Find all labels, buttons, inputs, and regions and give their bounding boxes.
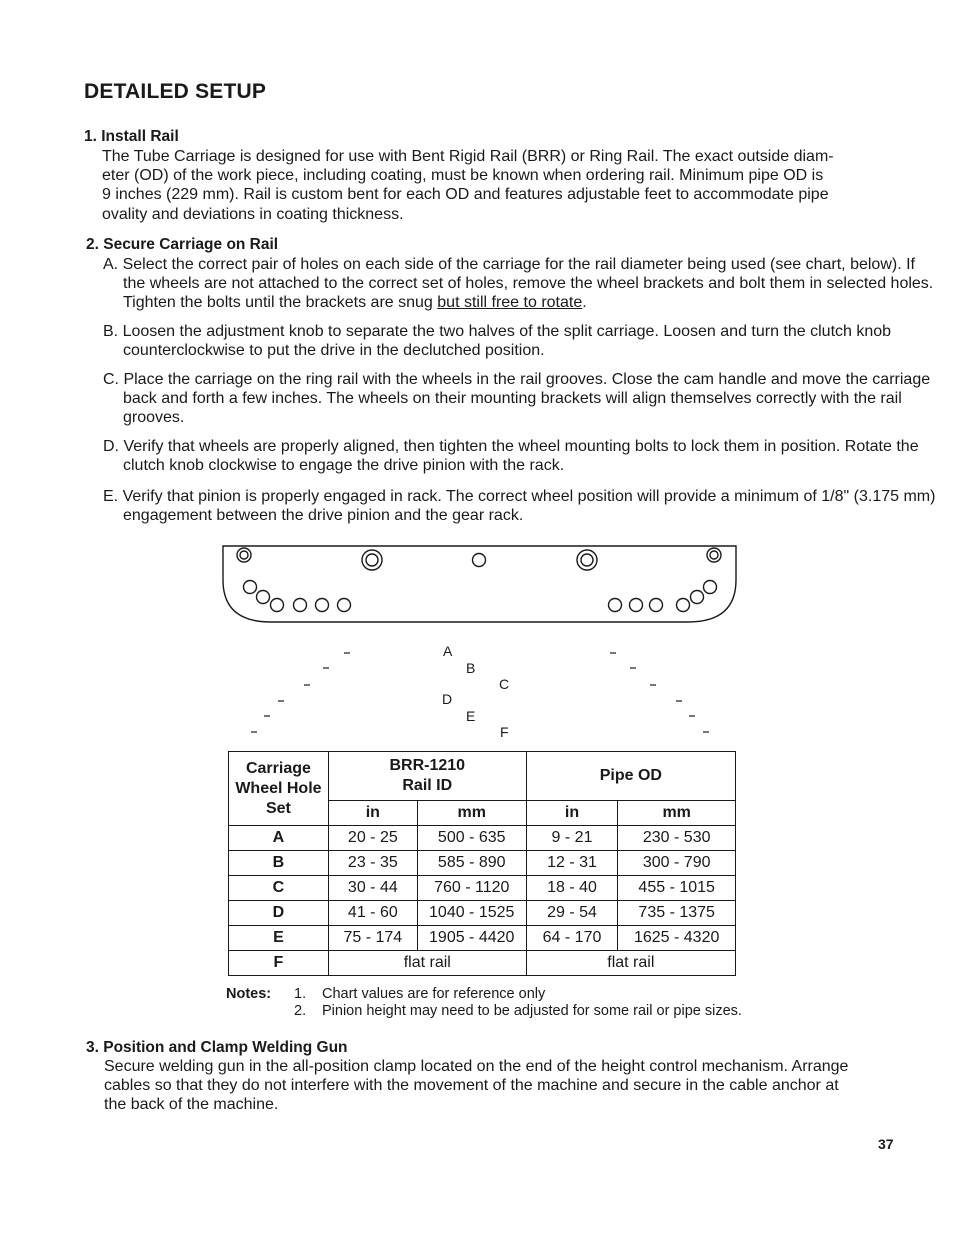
table-row: [229, 901, 736, 926]
table-row: [229, 826, 736, 851]
center-hole: [473, 554, 486, 567]
table-row: [229, 926, 736, 951]
wheel-hole: [294, 599, 307, 612]
section-1-heading: 1. Install Rail: [84, 128, 179, 145]
hole-set-cell: D: [229, 901, 329, 926]
step-e: E. Verify that pinion is properly engaged in rack. The correct wheel position will provide a minimum of 1/8" (3.175 mm) engagement between the drive pinion and the gear rack.: [103, 488, 936, 525]
table-cell: 1625 - 4320: [618, 926, 736, 951]
wheel-hole: [244, 581, 257, 594]
page-title: DETAILED SETUP: [84, 80, 267, 103]
section-3-line: cables so that they do not interfere with the movement of the machine and secure in the cable anchor at: [104, 1077, 839, 1095]
wheel-hole: [271, 599, 284, 612]
corner-hole-left: [237, 548, 251, 562]
hole-set-cell: B: [229, 851, 329, 876]
wheel-hole: [630, 599, 643, 612]
header-rail-id: BRR-1210 Rail ID: [328, 752, 526, 801]
table-cell: 585 - 890: [417, 851, 526, 876]
wheel-hole: [704, 581, 717, 594]
subheader-rail-mm: mm: [417, 801, 526, 826]
section-3-line: Secure welding gun in the all-position clamp located on the end of the height control mechanism. Arrange: [104, 1058, 849, 1075]
section-1-line: eter (OD) of the work piece, including coating, must be known when ordering rail. Minimum pipe OD is: [102, 167, 824, 185]
section-2-heading: 2. Secure Carriage on Rail: [86, 236, 279, 253]
corner-hole-right: [707, 548, 721, 562]
step-a-underlined: but still free to rotate: [437, 294, 583, 312]
table-cell: 300 - 790: [618, 851, 736, 876]
table-cell: 75 - 174: [328, 926, 417, 951]
hole-label-e: E: [466, 708, 476, 724]
wheel-hole: [650, 599, 663, 612]
wheel-hole: [257, 591, 270, 604]
table-cell: 1040 - 1525: [417, 901, 526, 926]
table-row: [229, 851, 736, 876]
table-header-row: [229, 752, 736, 801]
hole-set-cell: F: [229, 951, 329, 976]
subheader-pipe-mm: mm: [618, 801, 736, 826]
wheel-hole: [677, 599, 690, 612]
bolt-hole-right: [577, 550, 597, 570]
hole-label-d: D: [442, 691, 453, 707]
carriage-hole-diagram: [0, 530, 954, 745]
table-cell: 41 - 60: [328, 901, 417, 926]
section-1-line: The Tube Carriage is designed for use with Bent Rigid Rail (BRR) or Ring Rail. The exact outside diam-: [102, 148, 834, 165]
hole-set-table: [228, 751, 736, 976]
section-3-line: the back of the machine.: [104, 1096, 279, 1114]
note-2-number: 2.: [294, 1003, 307, 1019]
table-cell: 455 - 1015: [618, 876, 736, 901]
bolt-hole-left: [362, 550, 382, 570]
table-cell: 760 - 1120: [417, 876, 526, 901]
note-2: Pinion height may need to be adjusted for some rail or pipe sizes.: [322, 1003, 742, 1019]
step-b: B. Loosen the adjustment knob to separate the two halves of the split carriage. Loosen and turn the clutch knob counterclockwise to put the drive in the declutched position.: [103, 323, 892, 360]
table-cell: 500 - 635: [417, 826, 526, 851]
table-cell: 18 - 40: [526, 876, 618, 901]
table-cell: flat rail: [328, 951, 526, 976]
subheader-pipe-in: in: [526, 801, 618, 826]
table-cell: flat rail: [526, 951, 735, 976]
hole-set-cell: C: [229, 876, 329, 901]
page-number: 37: [878, 1136, 894, 1152]
table-row: [229, 951, 736, 976]
notes-label: Notes:: [226, 986, 272, 1002]
hole-label-c: C: [499, 676, 510, 692]
table-cell: 12 - 31: [526, 851, 618, 876]
table-cell: 29 - 54: [526, 901, 618, 926]
step-a-end: .: [582, 294, 587, 312]
wheel-hole: [691, 591, 704, 604]
step-a: [103, 255, 938, 313]
section-1-line: ovality and deviations in coating thickness.: [102, 205, 404, 223]
step-c: C. Place the carriage on the ring rail with the wheels in the rail grooves. Close the cam handle and move the carriage back and forth a few inches. The wheels on their mounting brackets will align themselves correctly with the rail grooves.: [103, 371, 931, 427]
table-cell: 30 - 44: [328, 876, 417, 901]
carriage-plate-drawing: [0, 530, 954, 745]
table-cell: 230 - 530: [618, 826, 736, 851]
table-cell: 20 - 25: [328, 826, 417, 851]
hole-label-b: B: [466, 660, 476, 676]
hole-label-a: A: [443, 643, 453, 659]
wheel-hole: [609, 599, 622, 612]
header-pipe-od: Pipe OD: [526, 752, 735, 801]
wheel-hole: [338, 599, 351, 612]
wheel-hole: [316, 599, 329, 612]
note-1-number: 1.: [294, 986, 307, 1002]
step-a-text: A. Select the correct pair of holes on each side of the carriage for the rail diameter being used (see chart, below). If the wheels are not attached to the correct set of holes, remove the wheel brackets and bolt them in selected holes. Tighten the bolts until the brackets are snug: [103, 256, 934, 312]
table-cell: 9 - 21: [526, 826, 618, 851]
section-1-line: 9 inches (229 mm). Rail is custom bent for each OD and features adjustable feet to accommodate pipe: [102, 186, 829, 204]
step-d: D. Verify that wheels are properly aligned, then tighten the wheel mounting bolts to lock them in position. Rotate the clutch knob clockwise to engage the drive pinion with the rack.: [103, 438, 919, 475]
table-cell: 64 - 170: [526, 926, 618, 951]
table-row: [229, 876, 736, 901]
table-cell: 23 - 35: [328, 851, 417, 876]
hole-label-f: F: [500, 724, 509, 740]
section-3-text: [104, 1057, 848, 1115]
section-3-heading: 3. Position and Clamp Welding Gun: [86, 1039, 348, 1056]
section-1-text: [102, 147, 834, 224]
hole-set-cell: A: [229, 826, 329, 851]
note-1: Chart values are for reference only: [322, 986, 546, 1002]
subheader-rail-in: in: [328, 801, 417, 826]
hole-set-cell: E: [229, 926, 329, 951]
table-cell: 1905 - 4420: [417, 926, 526, 951]
header-hole-set: Carriage Wheel Hole Set: [229, 752, 329, 826]
table-cell: 735 - 1375: [618, 901, 736, 926]
